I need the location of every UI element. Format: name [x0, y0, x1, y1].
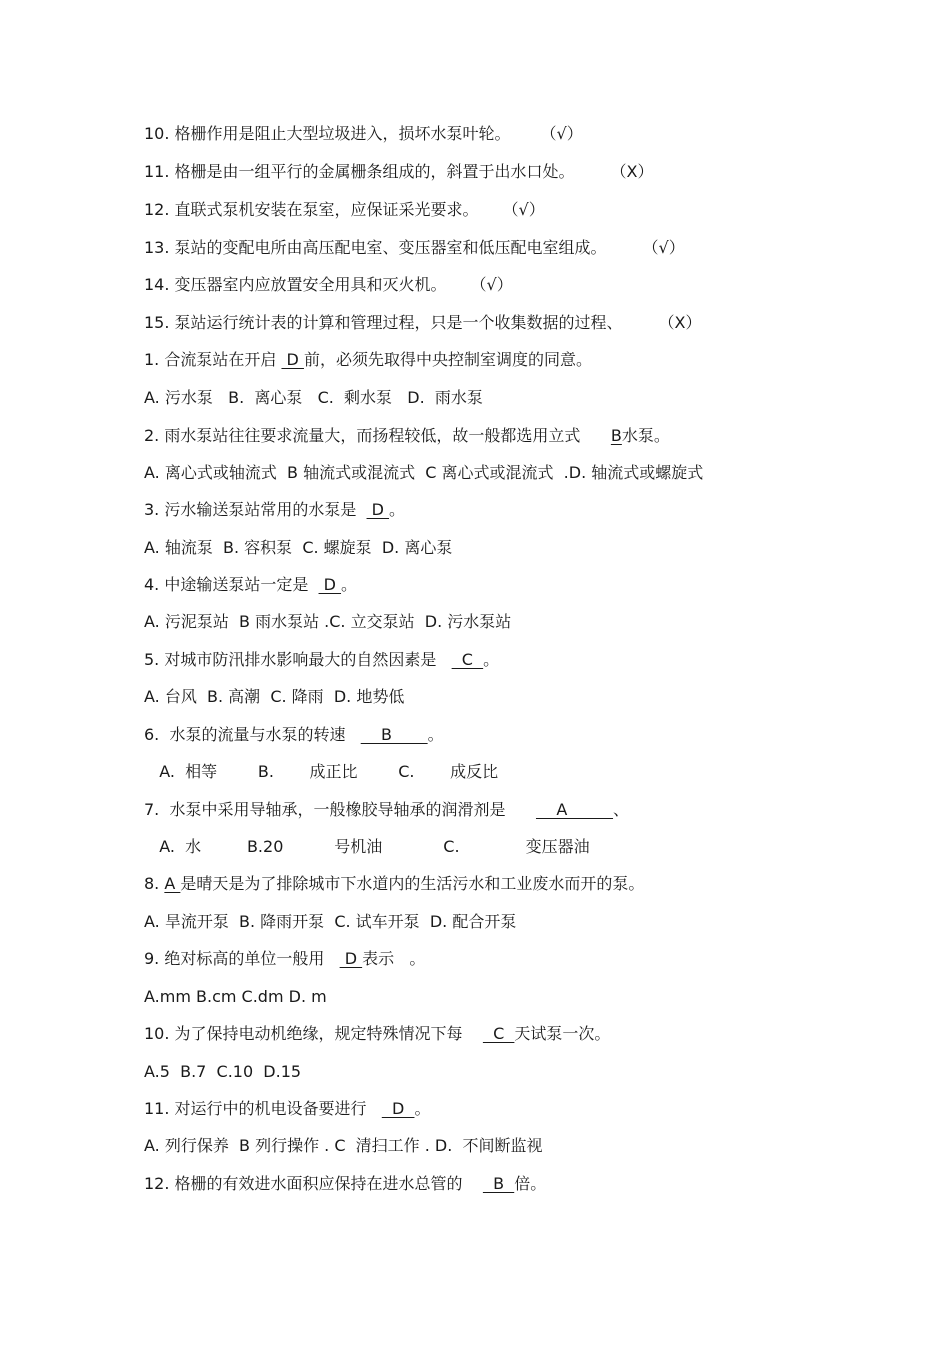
answer-blank: D: [339, 949, 363, 968]
tf-mark: （√）: [540, 124, 583, 143]
mc-question-8: 8. A 是晴天是为了排除城市下水道内的生活污水和工业废水而开的泵。: [144, 874, 645, 893]
answer-blank: C: [451, 650, 484, 669]
answer-blank: B: [482, 1174, 515, 1193]
tf-mark: （√）: [470, 275, 513, 294]
mc-options-3: A. 轴流泵 B. 容积泵 C. 螺旋泵 D. 离心泵: [144, 538, 453, 557]
answer-blank: A: [164, 874, 181, 893]
mc-question-11: 11. 对运行中的机电设备要进行 D 。: [144, 1099, 431, 1118]
tf-item-11: 11. 格栅是由一组平行的金属栅条组成的，斜置于出水口处。 （X）: [144, 162, 654, 181]
mc-question-12: 12. 格栅的有效进水面积应保持在进水总管的 B 倍。: [144, 1174, 547, 1193]
tf-mark: （X）: [610, 162, 654, 181]
answer-blank: C: [482, 1024, 515, 1043]
tf-mark: （√）: [642, 238, 685, 257]
mc-options-7: A. 水 B.20 号机油 C. 变压器油: [144, 837, 590, 856]
answer-blank: D: [318, 575, 342, 594]
tf-item-13: 13. 泵站的变配电所由高压配电室、变压器室和低压配电室组成。 （√）: [144, 238, 685, 257]
mc-options-9: A.mm B.cm C.dm D. m: [144, 987, 327, 1006]
mc-question-1: 1. 合流泵站在开启 D 前，必须先取得中央控制室调度的同意。: [144, 350, 592, 369]
mc-options-5: A. 台风 B. 高潮 C. 降雨 D. 地势低: [144, 687, 405, 706]
mc-question-6: 6. 水泵的流量与水泵的转速 B 。: [144, 725, 444, 744]
mc-options-11: A. 列行保养 B 列行操作 . C 清扫工作 . D. 不间断监视: [144, 1136, 543, 1155]
mc-question-9: 9. 绝对标高的单位一般用 D 表示 。: [144, 949, 426, 968]
mc-options-4: A. 污泥泵站 B 雨水泵站 .C. 立交泵站 D. 污水泵站: [144, 612, 512, 631]
tf-item-10: 10. 格栅作用是阻止大型垃圾进入，损坏水泵叶轮。 （√）: [144, 124, 583, 143]
mc-question-4: 4. 中途输送泵站一定是 D 。: [144, 575, 358, 594]
answer-blank: D: [281, 350, 304, 369]
tf-item-14: 14. 变压器室内应放置安全用具和灭火机。 （√）: [144, 275, 513, 294]
tf-mark: （X）: [658, 313, 702, 332]
mc-options-1: A. 污水泵 B. 离心泵 C. 剩水泵 D. 雨水泵: [144, 388, 483, 407]
mc-options-10: A.5 B.7 C.10 D.15: [144, 1062, 302, 1081]
tf-item-15: 15. 泵站运行统计表的计算和管理过程，只是一个收集数据的过程、 （X）: [144, 313, 702, 332]
mc-question-7: 7. 水泵中采用导轴承，一般橡胶导轴承的润滑剂是 A 、: [144, 800, 630, 819]
answer-blank: D: [366, 500, 390, 519]
mc-question-5: 5. 对城市防汛排水影响最大的自然因素是 C 。: [144, 650, 500, 669]
mc-options-8: A. 旱流开泵 B. 降雨开泵 C. 试车开泵 D. 配合开泵: [144, 912, 517, 931]
answer-blank: B: [610, 426, 622, 445]
mc-options-6: A. 相等 B. 成正比 C. 成反比: [144, 762, 499, 781]
mc-question-10: 10. 为了保持电动机绝缘，规定特殊情况下每 C 天试泵一次。: [144, 1024, 611, 1043]
tf-item-12: 12. 直联式泵机安装在泵室，应保证采光要求。 （√）: [144, 200, 545, 219]
mc-question-2: 2. 雨水泵站往往要求流量大，而扬程较低，故一般都选用立式 B水泵。: [144, 426, 670, 445]
tf-mark: （√）: [502, 200, 545, 219]
answer-blank: B: [360, 725, 428, 744]
mc-question-3: 3. 污水输送泵站常用的水泵是 D 。: [144, 500, 406, 519]
mc-options-2: A. 离心式或轴流式 B 轴流式或混流式 C 离心式或混流式 .D. 轴流式或螺旋式: [144, 463, 704, 482]
answer-blank: D: [381, 1099, 415, 1118]
answer-blank: A: [535, 800, 614, 819]
